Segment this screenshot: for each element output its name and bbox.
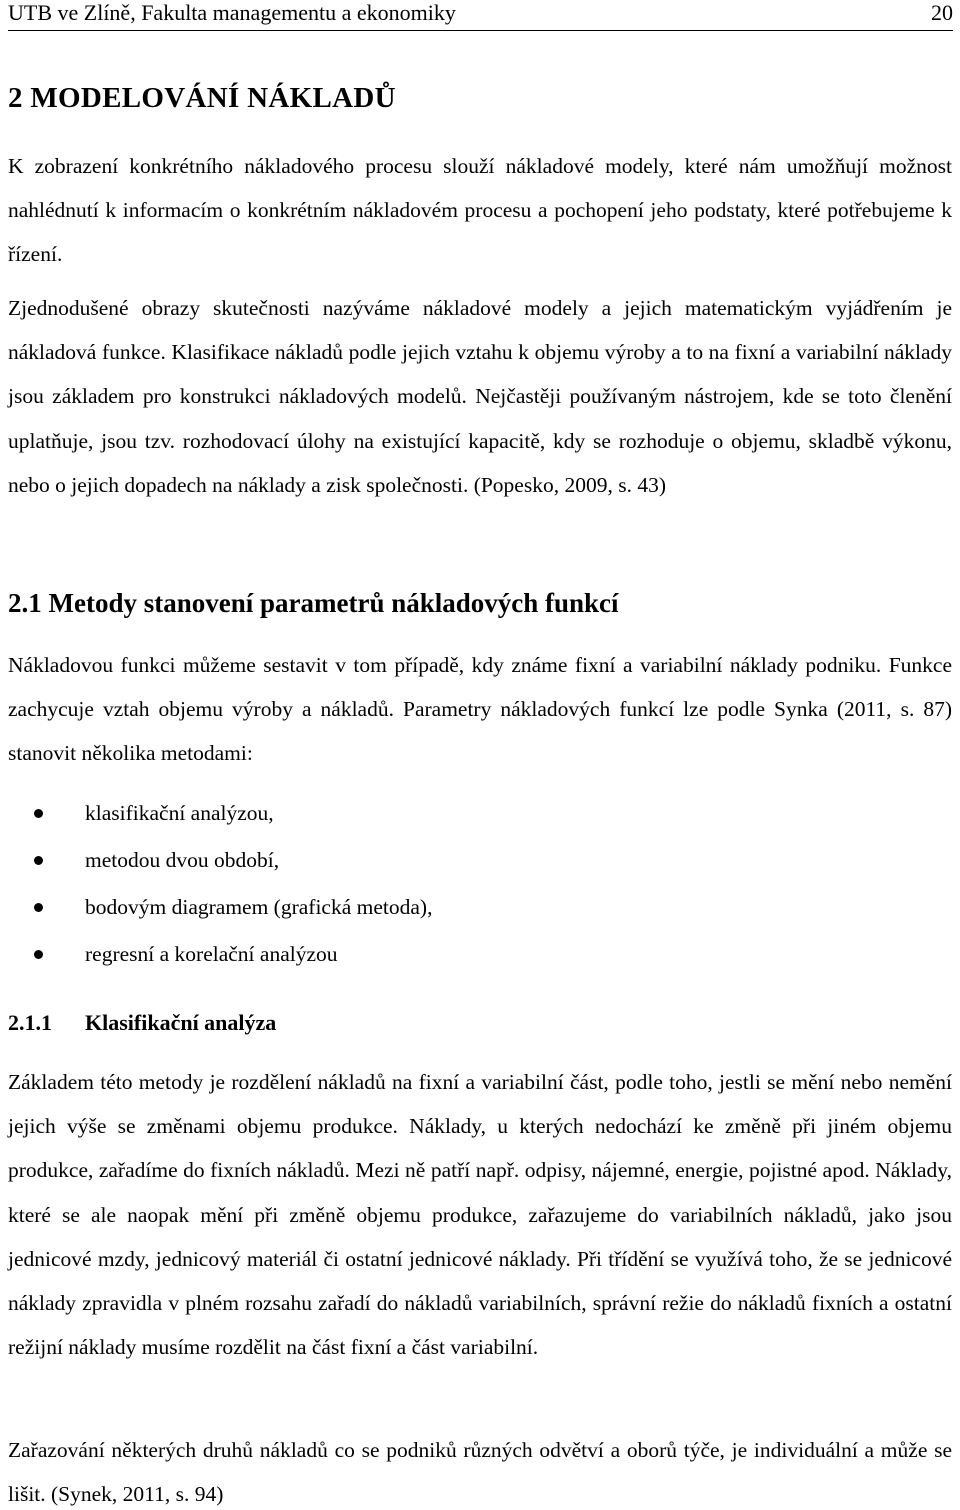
subsection-paragraph-1: Základem této metody je rozdělení nákladů na fixní a variabilní část, podle toho, jestli se mění nebo nemění jejich výše se změnami objemu produkce. Náklady, u kterých nedochází ke změně při jiném objemu produkce, zařadíme do fixních nákladů. Mezi ně patří např. odpisy, nájemné, energie, pojistné apod. Náklady, které se ale naopak mění při změně objemu produkce, zařazujeme do variabilních nákladů, jako jsou jednicové mzdy, jednicový materiál či ostatní jednicové náklady. Při třídění se využívá toho, že se jednicové náklady zpravidla v plném rozsahu zařadí do nákladů variabilních, správní režie do nákladů fixních a ostatní režijní náklady musíme rozdělit na část fixní a část variabilní. xyxy=(8,1070,952,1360)
section-paragraph: Nákladovou funkci můžeme sestavit v tom případě, kdy známe fixní a variabilní náklady podniku. Funkce zachycuje vztah objemu výroby a nákladů. Parametry nákladových funkcí lze podle Synka (2011, s. 87) stanovit několika metodami: xyxy=(8,653,952,766)
section-heading: 2.1 Metody stanovení parametrů nákladových funkcí xyxy=(8,588,619,618)
chapter-paragraph-1: K zobrazení konkrétního nákladového procesu slouží nákladové modely, které nám umožňují možnost nahlédnutí k informacím o konkrétním nákladovém procesu a pochopení jeho podstaty, které potřebujeme k řízení. xyxy=(8,154,952,267)
bullet-icon xyxy=(34,809,43,818)
method-list xyxy=(8,790,952,978)
chapter-heading: 2 MODELOVÁNÍ NÁKLADŮ xyxy=(8,82,396,114)
list-item-text: metodou dvou období, xyxy=(85,848,280,872)
bullet-icon xyxy=(34,950,43,959)
list-item xyxy=(8,884,952,931)
chapter-paragraph-2: Zjednodušené obrazy skutečnosti nazýváme nákladové modely a jejich matematickým vyjádřením je nákladová funkce. Klasifikace nákladů podle jejich vztahu k objemu výroby a to na fixní a variabilní náklady jsou základem pro konstrukci nákladových modelů. Nejčastěji používaným nástrojem, kde se toto členění uplatňuje, jsou tzv. rozhodovací úlohy na existující kapacitě, kdy se rozhoduje o objemu, skladbě výkonu, nebo o jejich dopadech na náklady a zisk společnosti. (Popesko, 2009, s. 43) xyxy=(8,296,952,497)
page-header xyxy=(8,0,953,31)
list-item-text: regresní a korelační analýzou xyxy=(85,942,338,966)
subsection-heading xyxy=(8,1008,276,1038)
bullet-icon xyxy=(34,856,43,865)
list-item-text: bodovým diagramem (grafická metoda), xyxy=(85,895,433,919)
list-item xyxy=(8,790,952,837)
header-title: UTB ve Zlíně, Fakulta managementu a ekonomiky xyxy=(8,0,456,25)
page-number: 20 xyxy=(931,0,953,25)
list-item xyxy=(8,931,952,978)
list-item-text: klasifikační analýzou, xyxy=(85,801,274,825)
list-item xyxy=(8,837,952,884)
subsection-paragraph-2: Zařazování některých druhů nákladů co se podniků různých odvětví a oborů týče, je individuální a může se lišit. (Synek, 2011, s. 94) xyxy=(8,1438,952,1507)
bullet-icon xyxy=(34,903,43,912)
subsection-number: 2.1.1 xyxy=(8,1010,52,1035)
subsection-title: Klasifikační analýza xyxy=(85,1010,277,1035)
